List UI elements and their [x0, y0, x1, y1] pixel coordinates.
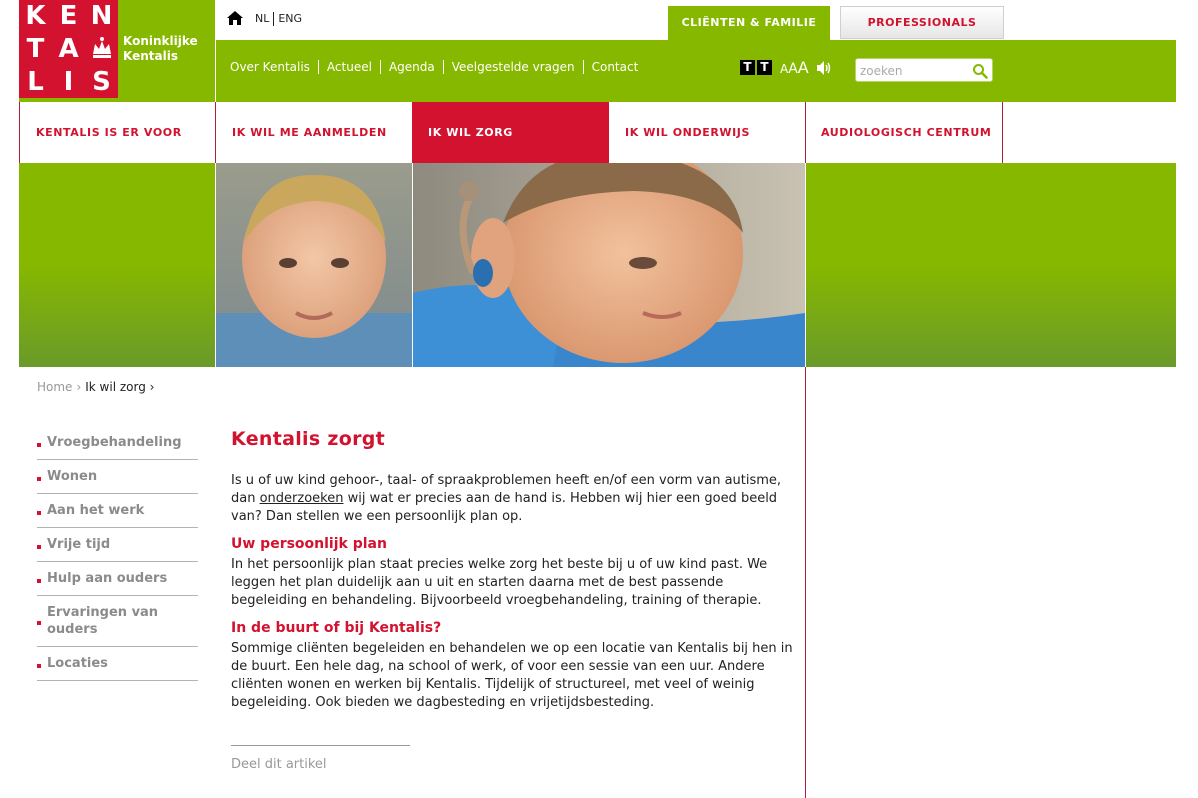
heading-persoonlijk-plan: Uw persoonlijk plan: [231, 536, 387, 552]
sub-navigation: [37, 426, 198, 681]
nav-actueel[interactable]: Actueel: [318, 60, 380, 74]
logo-letter: T: [26, 34, 45, 64]
sidebar-item-vroegbehandeling[interactable]: Vroegbehandeling: [37, 426, 198, 460]
lang-nl[interactable]: NL: [255, 12, 270, 25]
hero-green-panel-left: [19, 163, 215, 367]
font-size-medium[interactable]: A: [788, 61, 798, 77]
logo-letter: A: [58, 34, 79, 64]
intro-paragraph: [231, 472, 793, 526]
speaker-icon[interactable]: [815, 60, 833, 76]
logo-letter: N: [90, 1, 113, 31]
nav-over-kentalis[interactable]: Over Kentalis: [230, 60, 310, 74]
hero-photo-boy-hearing-aid: [413, 163, 805, 367]
share-divider: [231, 745, 410, 746]
article: [231, 428, 793, 712]
sidebar-item-locaties[interactable]: Locaties: [37, 647, 198, 681]
buurt-paragraph: Sommige cliënten begeleiden en behandelen we op een locatie van Kentalis bij hen in de buurt. Een hele dag, na school of werk, of voor een sessie van een uur. Andere cliënten wonen en werken bij Kentalis. Tijdelijk of structureel, met veel of weinig begeleiding. Ook bieden we dagbesteding en vrijetijdsbesteding.: [231, 641, 793, 710]
main-menu: [19, 102, 1176, 163]
top-bar: [216, 0, 1176, 40]
font-size-controls: [780, 58, 809, 77]
page-title: Kentalis zorgt: [231, 428, 386, 450]
accessibility-tools: [740, 58, 833, 77]
kentalis-logo[interactable]: [19, 0, 215, 102]
menu-ik-wil-zorg[interactable]: IK WIL ZORG: [412, 102, 609, 163]
content-divider: [805, 367, 806, 798]
tab-professionals[interactable]: PROFESSIONALS: [840, 6, 1004, 39]
service-nav: [230, 60, 646, 74]
search-icon[interactable]: [972, 63, 988, 79]
logo-tile: [19, 0, 118, 98]
brand-line-2: Kentalis: [123, 49, 178, 63]
logo-letter: I: [63, 67, 74, 97]
boy-photo-illustration: [216, 163, 412, 367]
logo-letter: K: [25, 1, 46, 31]
service-nav-bar: [216, 40, 1176, 102]
menu-ik-wil-onderwijs[interactable]: IK WIL ONDERWIJS: [609, 102, 806, 163]
sidebar-item-vrije-tijd[interactable]: Vrije tijd: [37, 528, 198, 562]
sidebar-item-hulp-aan-ouders[interactable]: Hulp aan ouders: [37, 562, 198, 596]
breadcrumb-arrow: ›: [149, 380, 155, 394]
boy-hearing-aid-illustration: [413, 163, 805, 367]
onderzoeken-link[interactable]: onderzoeken: [259, 491, 344, 506]
lang-divider: [273, 12, 274, 26]
search-box: [855, 58, 993, 82]
nav-veelgestelde-vragen[interactable]: Veelgestelde vragen: [443, 60, 583, 74]
brand-line-1: Koninklijke: [123, 34, 198, 48]
nav-agenda[interactable]: Agenda: [380, 60, 443, 74]
tab-clients-family[interactable]: CLIËNTEN & FAMILIE: [668, 6, 830, 40]
language-switch: [252, 12, 305, 26]
sidebar-item-ervaringen-van-ouders[interactable]: Ervaringen van ouders: [37, 596, 198, 647]
hero-photo-boy-left: [216, 163, 412, 367]
text-only-button-2[interactable]: T: [757, 60, 772, 75]
logo-letter: L: [27, 67, 44, 97]
text-only-button[interactable]: T: [740, 60, 755, 75]
breadcrumb: [37, 380, 154, 394]
sidebar-item-wonen[interactable]: Wonen: [37, 460, 198, 494]
search-input[interactable]: [860, 62, 970, 79]
logo-letter: E: [59, 1, 78, 31]
font-size-small[interactable]: A: [780, 62, 789, 76]
sidebar-item-aan-het-werk[interactable]: Aan het werk: [37, 494, 198, 528]
menu-kentalis-is-er-voor[interactable]: KENTALIS IS ER VOOR: [19, 102, 216, 163]
breadcrumb-home[interactable]: Home: [37, 380, 73, 394]
plan-paragraph: In het persoonlijk plan staat precies welke zorg het beste bij u of uw kind past. We leggen het plan duidelijk aan u uit en starten daarna met de best passende begeleiding en behandeling. Bijvoorbeeld vroegbehandeling, training of therapie.: [231, 557, 768, 608]
share-article-link[interactable]: Deel dit artikel: [231, 757, 327, 772]
breadcrumb-current: Ik wil zorg: [85, 380, 146, 394]
lang-eng[interactable]: ENG: [278, 12, 303, 25]
logo-letter: S: [92, 67, 111, 97]
hero-green-panel-right: [806, 163, 1176, 367]
menu-audiologisch-centrum[interactable]: AUDIOLOGISCH CENTRUM: [805, 102, 1003, 163]
intro-text-after: wij wat er precies aan de hand is. Hebben wij hier een goed beeld van? Dan stellen we een persoonlijk plan op.: [231, 491, 778, 524]
hero-banner: [19, 163, 1176, 367]
nav-contact[interactable]: Contact: [583, 60, 647, 74]
heading-buurt-of-kentalis: In de buurt of bij Kentalis?: [231, 620, 442, 636]
breadcrumb-separator: ›: [76, 380, 82, 394]
crown-icon: [91, 36, 113, 62]
menu-ik-wil-me-aanmelden[interactable]: IK WIL ME AANMELDEN: [216, 102, 413, 163]
intro-text-before: Is u of uw kind gehoor-, taal- of spraakproblemen heeft en/of een vorm van autisme, dan: [231, 473, 782, 506]
font-size-large[interactable]: A: [797, 58, 809, 77]
home-icon[interactable]: [226, 10, 244, 26]
logo-brand-text: [123, 34, 198, 64]
